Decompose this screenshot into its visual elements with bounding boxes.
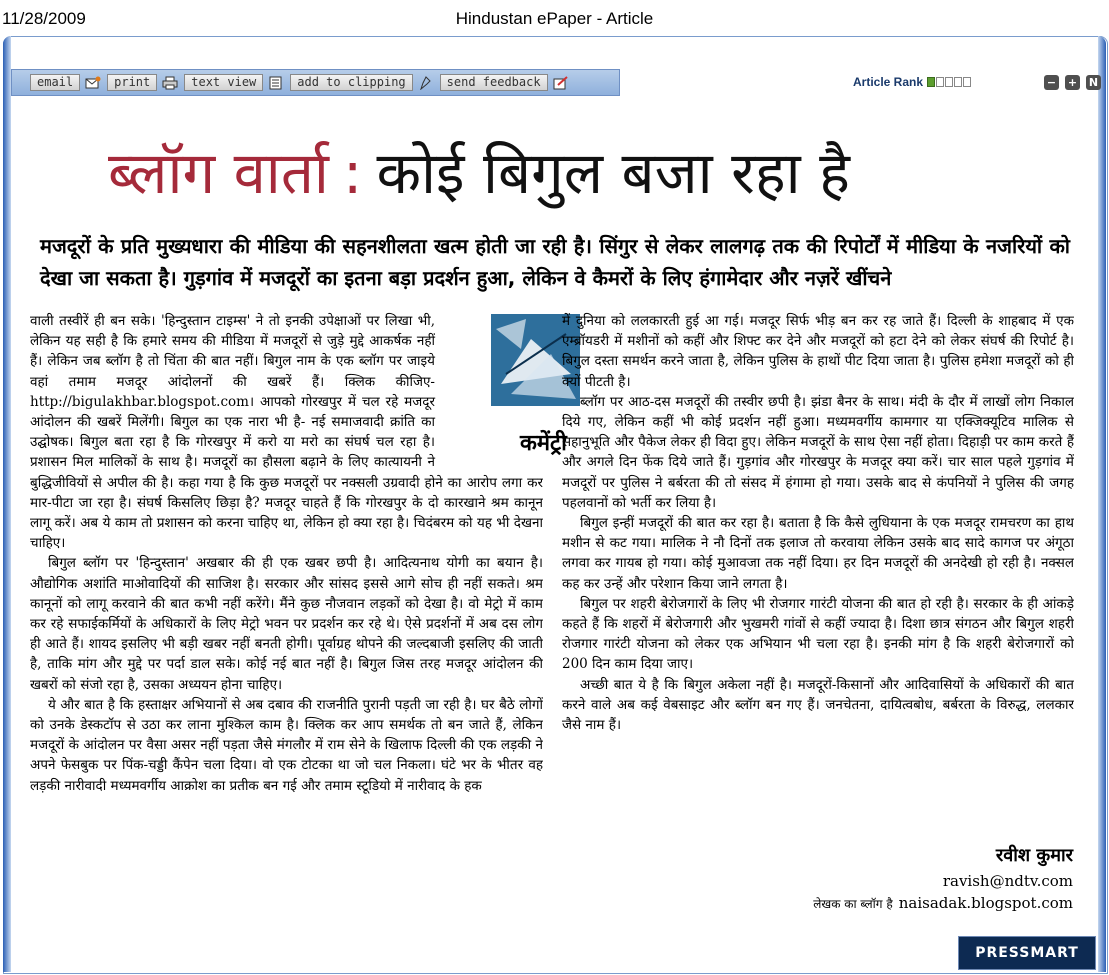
send-feedback-button-label: send feedback (440, 74, 548, 91)
article-paragraph: बिगुल इन्हीं मजदूरों की बात कर रहा है। बताता है कि कैसे लुधियाना के एक मजदूर रामचरण का हाथ मशीन से कट गया। मालिक ने नौ दिनों तक इलाज तो करवाया लेकिन उसके बाद सादे कागज पर अंगूठा लगवा कर गायब हो गया। कोई मुआवजा तक नहीं दिया। हर दिन मजदूरों की अनदेखी हो रही है। नक्सल कह कर उन्हें और परेशान किया जाने लगता है। (562, 515, 1074, 592)
document-title: Hindustan ePaper - Article (455, 9, 654, 28)
print-button-label: print (107, 74, 157, 91)
article-column-1 (30, 311, 543, 911)
plus-icon[interactable]: + (1065, 75, 1080, 90)
author-name: रवीश कुमार (995, 845, 1073, 866)
article-paragraph: बिगुल पर शहरी बेरोजगारों के लिए भी रोजगार गारंटी योजना की बात हो रही है। सरकार के ही आंकड़े कहते हैं कि शहरों में बेरोजगारी और भुखमरी गांवों से कहीं ज्यादा है। दिशा छात्र संगठन और बिगुल शहरी रोजगार गारंटी योजना को लेकर एक अभियान भी चला रहा है। इनकी मांग है कि शहरी बेरोजगारों को 200 दिन काम दिया जाए। (562, 595, 1074, 673)
send-feedback-button[interactable] (440, 74, 569, 92)
feedback-edit-icon (553, 76, 569, 90)
rank-segment (954, 77, 962, 87)
author-email: ravish@ndtv.com (942, 872, 1073, 890)
author-blog (813, 894, 1073, 912)
frame-border-left (3, 36, 11, 972)
text-view-button[interactable] (184, 74, 284, 92)
rank-segment (963, 77, 971, 87)
article-paragraph: ये और बात है कि हस्ताक्षर अभियानों से अब दबाव की राजनीति पुरानी पड़ती जा रही है। घर बैठे लोगों को उनके डेस्कटॉप से उठा कर लाना मुश्किल काम है। क्लिक कर आप समर्थक तो बन जाते हैं, लेकिन मजदूरों के आंदोलन पर वैसा असर नहीं पड़ता जैसे मंगलौर में राम सेने के खिलाफ दिल्ली की एक लड़की ने अपने फेसबुक पर पिंक-चड्डी कैंपेन चला दिया। वो एक टोटका था जो चल निकला। घंटे भर के भीतर वह लड़की नारीवादी मध्यमवर्गीय आक्रोश का प्रतीक बन गई और तमाम स्टूडियो में नारीवाद के हक (30, 696, 543, 794)
minus-icon[interactable]: − (1044, 75, 1059, 90)
article-paragraph: बिगुल ब्लॉग पर 'हिन्दुस्तान' अखबार की ही एक खबर छपी है। आदित्यनाथ योगी का बयान है। औद्योगिक अशांति माओवादियों की साजिश है। सरकार और सांसद इससे आगे सोच ही नहीं सकते। श्रम कानूनों को लागू करवाने की बात कभी नहीं करेंगे। मैंने कुछ नौजवान लड़कों को देखा है। वो मेट्रो में काम कर रहे सफाईकर्मियों के अधिकारों के लिए मेट्रो भवन पर प्रदर्शन कर रहे थे। ऐसे प्रदर्शनों में अब दस लोग ही आते हैं। शायद इसलिए भी बड़ी खबर नहीं बनती होगी। पूर्वाग्रह थोपने की जल्दबाजी इसलिए की जाती है, ताकि मांग और मुद्दे पर पर्दा डाल सके। कोई नई बात नहीं है। बिगुल जिस तरह मजदूर आंदोलन की खबरों को संजो रहा है, उसका अध्ययन होना चाहिए। (30, 555, 543, 693)
column-label: कमेंट्री (520, 431, 567, 456)
printer-icon (162, 76, 178, 90)
print-button[interactable] (107, 74, 178, 92)
headline-separator: : (342, 139, 363, 207)
article-deck: मजदूरों के प्रति मुख्यधारा की मीडिया की सहनशीलता खत्म होती जा रही है। सिंगुर से लेकर लालगढ़ तक की रिपोर्टों में मीडिया के नजरियों को देखा जा सकता है। गुड़गांव में मजदूरों का इतना बड़ा प्रदर्शन हुआ, लेकिन वे कैमरों के लिए हंगामेदार और नज़रें खींचने (40, 234, 1070, 290)
rank-segment (945, 77, 953, 87)
print-date: 11/28/2009 (2, 9, 86, 28)
article-rank-label: Article Rank (853, 75, 924, 89)
article-paragraph: ब्लॉग पर आठ-दस मजदूरों की तस्वीर छपी है। झंडा बैनर के साथ। मंदी के दौर में लाखों लोग निकाल दिये गए, लेकिन कहीं भी कोई प्रदर्शन नहीं हुआ। मध्यमवर्गीय कामगार या एक्जिक्यूटिव मालिक से सहानुभूति और पैकेज लेकर ही विदा हुए। लेकिन मजदूरों के साथ ऐसा नहीं होता। दिहाड़ी पर काम करते हैं और अगले दिन फेंक दिये जाते हैं। गुड़गांव और गोरखपुर के मजदूर क्या करें। चार साल पहले गुड़गांव में मजदूरों पर पुलिस ने बर्बरता की तो संसद में हंगामा हो गया। उसके बाद से कंपनियों ने पुलिस की जगह पहलवानों को भर्ती कर लिया है। (562, 393, 1074, 511)
rank-segment (936, 77, 944, 87)
envelope-icon (85, 76, 101, 90)
article-paragraph: वाली तस्वीरें ही बन सके। 'हिन्दुस्तान टाइम्स' ने तो इनकी उपेक्षाओं पर लिखा भी, लेकिन यह सही है कि हमारे समय की मीडिया में मजदूरों से जुड़े मुद्दे आकर्षक नहीं हैं। लेकिन जब ब्लॉग है तो चिंता की बात नहीं। बिगुल नाम के एक ब्लॉग पर जाइये वहां तमाम मजदूर आंदोलनों की खबरें हैं। क्लिक कीजिए-http://bigulakhbar.blogspot.com। आपको गोरखपुर में चल रहे मजदूर आंदोलन की खबरें मिलेंगी। बिगुल का एक नारा भी है- नई समाजवादी क्रांति का उद्घोषक। बिगुल बता रहा है कि गोरखपुर में करो या मरो का संघर्ष चल रहा है। प्रशासन मिल मालिकों के साथ है। मजदूरों का हौसला बढ़ाने के लिए कात्यायनी ने बुद्धिजीवियों से अपील की है। कहा गया है कि कुछ मजदूरों पर नक्सली उग्रवादी होने का आरोप लगा कर मार-पीटा जा रहा है। संघर्ष किसलिए छिड़ा है? मजदूर चाहते हैं कि गोरखपुर के दो कारखाने श्रम कानून लागू करें। अब ये काम तो प्रशासन को करना चाहिए था, लेकिन हो क्या रहा है। चिदंबरम को यह भी देखना चाहिए। (30, 313, 543, 552)
window-controls (1044, 75, 1101, 90)
add-to-clipping-button-label: add to clipping (290, 74, 412, 91)
document-icon (268, 76, 284, 90)
blog-url: naisadak.blogspot.com (898, 894, 1073, 912)
frame-border-right (1098, 36, 1106, 972)
rank-segment (927, 77, 935, 87)
article-paragraph: में दुनिया को ललकारती हुई आ गई। मजदूर सिर्फ भीड़ बन कर रह जाते हैं। दिल्ली के शाहबाद में एक एम्ब्रॉयडरी में मशीनों को कहीं और शिफ्ट कर देने और मजदूरों को हटा देने को लेकर संघर्ष की रिपोर्ट है। बिगुल दस्ता समर्थन करने जाता है, लेकिन पुलिस के हाथों पीट दिया जाता है। पुलिस हमेशा मजदूरों को ही क्यों पीटती है। (562, 313, 1074, 390)
headline-red-part: ब्लॉग वार्ता (108, 139, 329, 207)
headline-black-part: कोई बिगुल बजा रहा है (376, 139, 850, 207)
pushpin-icon (418, 76, 434, 90)
pressmart-logo[interactable]: PRESSMART (958, 936, 1096, 970)
print-header (0, 0, 1109, 34)
email-button[interactable] (30, 74, 101, 92)
email-button-label: email (30, 74, 80, 91)
add-to-clipping-button[interactable] (290, 74, 433, 92)
article-rank (853, 75, 971, 89)
blog-prefix: लेखक का ब्लॉग है (813, 897, 893, 911)
article-rank-meter (927, 77, 971, 87)
article-headline (108, 128, 1028, 218)
column-float-spacer (445, 311, 543, 461)
article-paragraph: अच्छी बात ये है कि बिगुल अकेला नहीं है। मजदूरों-किसानों और आदिवासियों के अधिकारों की बात करने वाले अब कई वेबसाइट और ब्लॉग बन गए हैं। जनचेतना, दायित्वबोध, बर्बरता के विरुद्ध, ललकार जैसे नाम हैं। (562, 676, 1074, 734)
text-view-button-label: text view (184, 74, 263, 91)
n-icon[interactable]: N (1086, 75, 1101, 90)
article-toolbar (11, 69, 620, 96)
article-column-2 (562, 311, 1074, 911)
